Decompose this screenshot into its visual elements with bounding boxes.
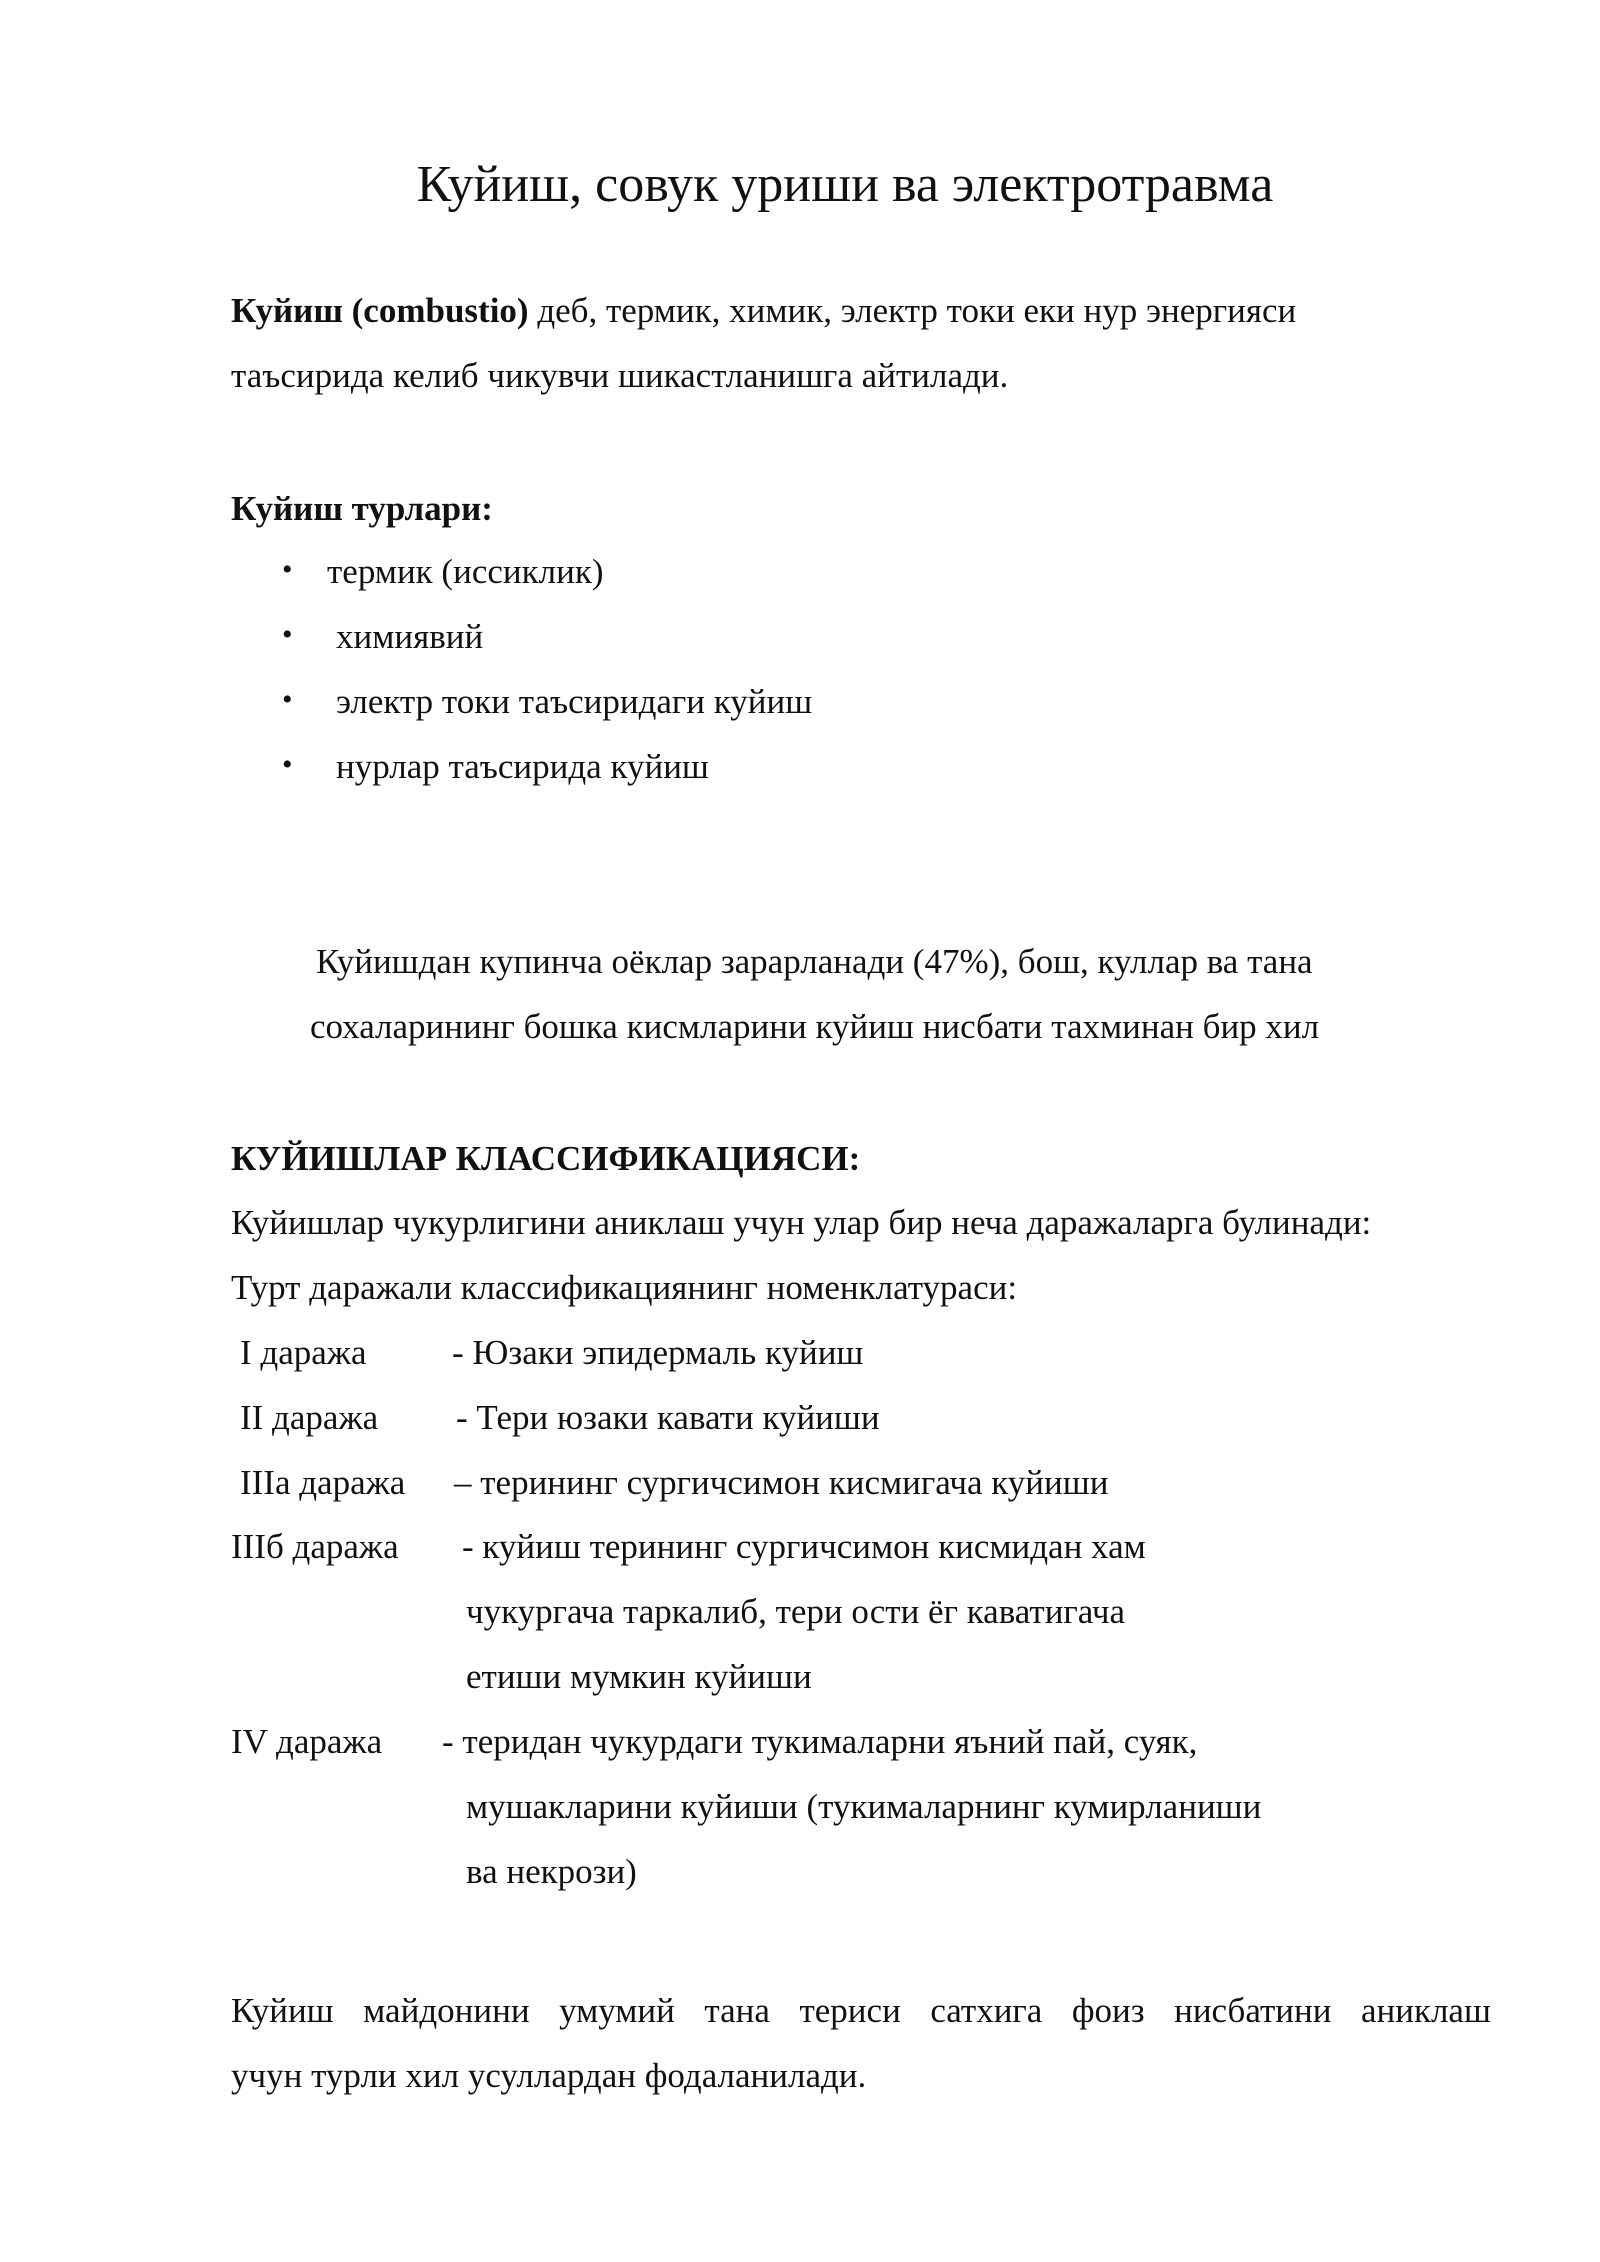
degree-label: IIIа даража (240, 1463, 406, 1502)
degree-description: - теридан чукурдаги тукималарни яъний пай, суяк, (442, 1722, 1198, 1761)
types-item: нурлар таъсирида куйиш (336, 747, 709, 786)
bullet-icon: • (282, 553, 293, 586)
definition-line-1 (231, 288, 1296, 334)
area-word: териси (799, 1991, 901, 2030)
classification-intro-1: Куйишлар чукурлигини аниклаш учун улар бир неча даражаларга булинади: (231, 1203, 1372, 1242)
bullet-icon: • (282, 683, 293, 716)
classification-intro-2: Турт даражали классификациянинг номенклатураси: (231, 1268, 1018, 1307)
bullet-icon: • (282, 618, 293, 651)
area-word: сатхига (930, 1991, 1043, 2030)
bullet-icon: • (282, 748, 293, 781)
definition-line-2: таъсирида келиб чикувчи шикастланишга айтилади. (231, 356, 1009, 395)
area-word: нисбатини (1174, 1991, 1332, 2030)
degree-description: - Тери юзаки кавати куйиши (456, 1398, 880, 1437)
definition-text: деб, термик, химик, электр токи еки нур энергияси (528, 291, 1297, 330)
definition-term: Куйиш (combustio) (231, 291, 529, 330)
classification-heading: КУЙИШЛАР КЛАССИФИКАЦИЯСИ: (231, 1139, 861, 1178)
degree-label: II даража (240, 1398, 379, 1437)
frequency-line-2: сохаларининг бошка кисмларини куйиш нисбати тахминан бир хил (310, 1007, 1320, 1046)
degree-description: – терининг сургичсимон кисмигача куйиши (454, 1463, 1109, 1502)
area-line-1 (231, 1988, 1491, 2034)
degree-description: - Юзаки эпидермаль куйиш (452, 1333, 864, 1372)
types-item: химиявий (336, 617, 484, 656)
area-word: Куйиш (231, 1991, 334, 2030)
types-heading: Куйиш турлари: (231, 489, 493, 528)
frequency-line-1: Куйишдан купинча оёклар зарарланади (47%), бош, куллар ва тана (316, 942, 1313, 981)
degree-description-continued: мушакларини куйиши (тукималарнинг кумирланиши (466, 1787, 1262, 1826)
area-word: майдонини (363, 1991, 530, 2030)
degree-description-continued: ва некрози) (466, 1852, 637, 1891)
area-word: тана (704, 1991, 770, 2030)
types-item: электр токи таъсиридаги куйиш (336, 682, 813, 721)
page-title: Куйиш, совук уриши ва электротравма (416, 156, 1274, 213)
area-word: аниклаш (1360, 1991, 1491, 2030)
area-word: фоиз (1071, 1991, 1145, 2030)
degree-description-continued: чукургача таркалиб, тери ости ёг каватигача (466, 1592, 1126, 1631)
degree-label: I даража (240, 1333, 367, 1372)
types-item: термик (иссиклик) (327, 552, 604, 591)
degree-label: IV даража (231, 1722, 383, 1761)
degree-description-continued: етиши мумкин куйиши (466, 1657, 812, 1696)
area-word: умумий (559, 1991, 675, 2030)
degree-label: IIIб даража (231, 1527, 399, 1566)
degree-description: - куйиш терининг сургичсимон кисмидан хам (462, 1527, 1146, 1566)
area-line-2: учун турли хил усуллардан фодаланилади. (231, 2056, 867, 2095)
